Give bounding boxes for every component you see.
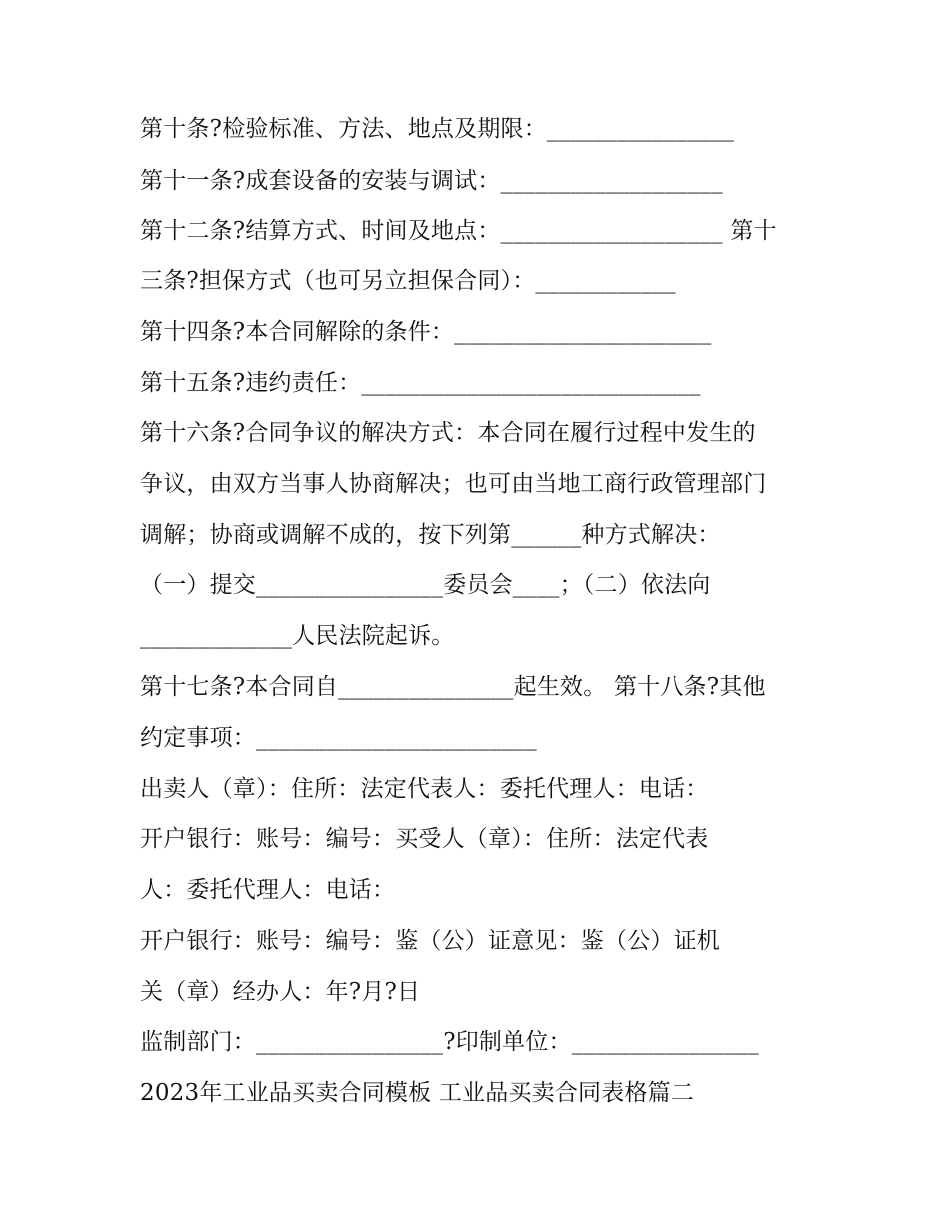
text-line: 开户银行：账号：编号：鉴（公）证意见：鉴（公）证机 [140, 928, 720, 954]
text-line: 三条?担保方式（也可另立担保合同）：____________ [140, 268, 676, 294]
text-line: 第十五条?违约责任：_____________________________ [140, 370, 701, 396]
text-line: 约定事项：________________________ [140, 725, 537, 751]
text-line: 争议，由双方当事人协商解决；也可由当地工商行政管理部门 [140, 471, 767, 497]
text-line: 第十七条?本合同自_______________起生效。 第十八条?其他 [140, 674, 766, 700]
text-line: 监制部门：________________?印制单位：________________ [140, 1029, 759, 1055]
text-line: 调解；协商或调解不成的，按下列第______种方式解决： [140, 522, 721, 548]
text-line: 第十六条?合同争议的解决方式：本合同在履行过程中发生的 [140, 420, 756, 446]
text-line: 第十二条?结算方式、时间及地点：___________________ 第十 [140, 218, 777, 244]
text-line: 出卖人（章）：住所：法定代表人：委托代理人：电话： [140, 776, 709, 802]
text-line: 第十条?检验标准、方法、地点及期限：________________ [140, 116, 735, 142]
text-line: 人：委托代理人：电话： [140, 877, 396, 903]
text-line: （一）提交________________委员会____；（二）依法向 [140, 572, 711, 598]
text-line: 第十四条?本合同解除的条件：______________________ [140, 319, 712, 345]
section-heading: 2023年工业品买卖合同模板 工业品买卖合同表格篇二 [140, 1080, 695, 1106]
text-line: 关（章）经办人：年?月?日 [140, 979, 421, 1005]
text-line: _____________人民法院起诉。 [140, 623, 455, 649]
text-line: 开户银行：账号：编号：买受人（章）：住所：法定代表 [140, 826, 709, 852]
text-line: 第十一条?成套设备的安装与调试：___________________ [140, 168, 723, 194]
